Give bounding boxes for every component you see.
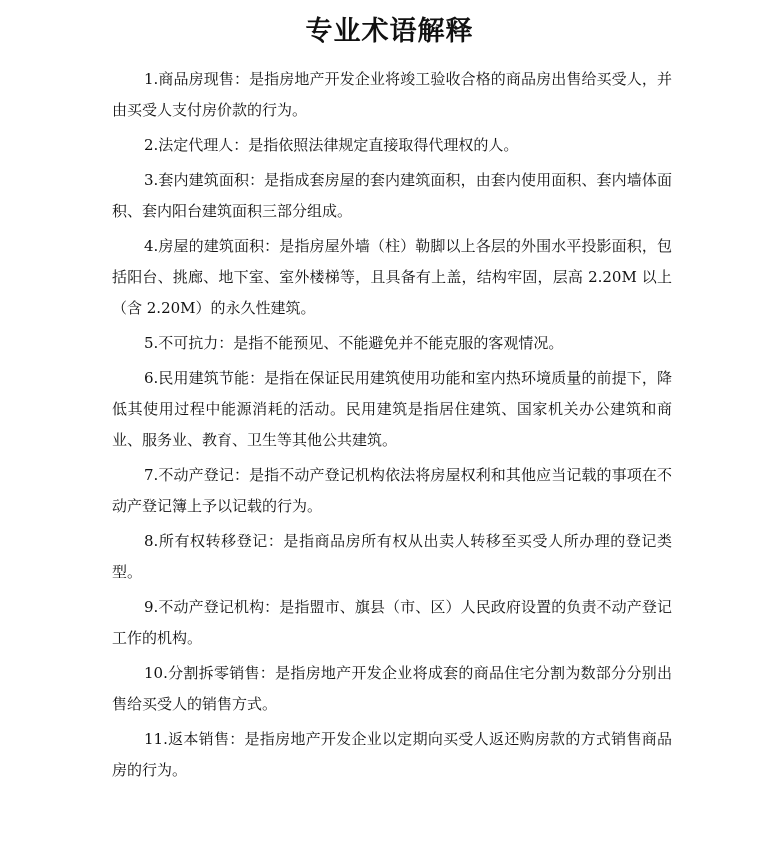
term-item: 8.所有权转移登记：是指商品房所有权从出卖人转移至买受人所办理的登记类型。 (112, 532, 672, 581)
term-item: 4.房屋的建筑面积：是指房屋外墙（柱）勒脚以上各层的外围水平投影面积，包括阳台、挑廊、地下室、室外楼梯等，且具备有上盖，结构牢固，层高 2.20M 以上（含 2.20M）的永久性建筑。 (112, 237, 672, 317)
term-item: 9.不动产登记机构：是指盟市、旗县（市、区）人民政府设置的负责不动产登记工作的机构。 (112, 598, 672, 647)
term-item: 3.套内建筑面积：是指成套房屋的套内建筑面积，由套内使用面积、套内墙体面积、套内阳台建筑面积三部分组成。 (112, 171, 672, 220)
term-item: 2.法定代理人：是指依照法律规定直接取得代理权的人。 (144, 136, 519, 154)
term-item: 10.分割拆零销售：是指房地产开发企业将成套的商品住宅分割为数部分分别出售给买受人的销售方式。 (112, 664, 672, 713)
document-title: 专业术语解释 (305, 16, 474, 47)
term-item: 5.不可抗力：是指不能预见、不能避免并不能克服的客观情况。 (144, 334, 564, 352)
term-item: 11.返本销售：是指房地产开发企业以定期向买受人返还购房款的方式销售商品房的行为。 (112, 730, 672, 779)
term-item: 1.商品房现售：是指房地产开发企业将竣工验收合格的商品房出售给买受人，并由买受人支付房价款的行为。 (112, 70, 672, 119)
terms-list (112, 64, 672, 790)
term-item: 6.民用建筑节能：是指在保证民用建筑使用功能和室内热环境质量的前提下，降低其使用过程中能源消耗的活动。民用建筑是指居住建筑、国家机关办公建筑和商业、服务业、教育、卫生等其他公共建筑。 (112, 369, 672, 449)
term-item: 7.不动产登记：是指不动产登记机构依法将房屋权利和其他应当记载的事项在不动产登记簿上予以记载的行为。 (112, 466, 672, 515)
